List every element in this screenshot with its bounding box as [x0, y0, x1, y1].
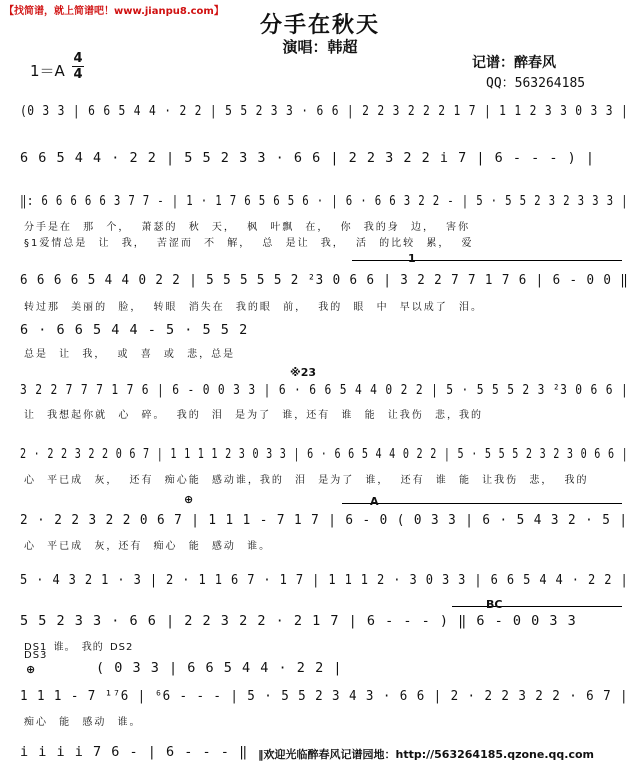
coda-mark-2: ⊕ — [26, 663, 36, 676]
volta-1-label: 1 — [408, 252, 416, 265]
transcriber-qq: QQ：563264185 — [486, 76, 586, 91]
score-line-11: ( 0 3 3 | 6 6 5 4 4 · 2 2 | — [96, 660, 342, 676]
coda-mark-1: ⊕ — [184, 493, 194, 506]
lyric-line-7: 心 平已成 灰， 还有 痴心能 感动谁，我的 泪 是为了 谁， 还有 谁 能 让我伤 悲， 我的 — [24, 475, 589, 486]
score-line-6: 3 2 2 7 7 7 1 7 6 | 6 - 0 0 3 3 | 6 · 6 6 5 4 4 0 2 2 | 5 · 5 5 5 2 3 ²3 0 6 6 | — [20, 382, 629, 398]
volta-a-label: A — [370, 495, 379, 508]
volta-a-bracket — [342, 503, 622, 504]
score-line-5: 6 · 6 6 5 4 4 - 5 · 5 5 2 — [20, 322, 248, 338]
volta-bc-bracket — [452, 606, 622, 607]
lyric-line-12: 痴心 能 感动 谁。 — [24, 717, 142, 728]
lyric-line-3a: 分手是在 那 个， 萧瑟的 秋 天， 枫 叶飘 在， 你 我的身 边， 害你 — [24, 222, 471, 233]
score-line-8: 2 · 2 2 3 2 2 0 6 7 | 1 1 1 - 7 1 7 | 6 - 0 ( 0 3 3 | 6 · 5 4 3 2 · 5 | — [20, 512, 628, 528]
singer-label: 演唱：韩超 — [282, 38, 358, 56]
volta-1-bracket — [352, 260, 622, 261]
score-line-12: 1 1 1 - 7 ¹⁷6 | ⁶6 - - - | 5 · 5 5 2 3 4 3 · 6 6 | 2 · 2 2 3 2 2 · 6 7 | — [20, 688, 629, 704]
score-line-13: i i i i 7 6 - | 6 - - - ‖ — [20, 744, 248, 760]
transcriber-credit: 记谱：醉春风 — [472, 55, 556, 71]
song-title: 分手在秋天 — [259, 13, 380, 38]
lyric-line-10a: DS1 谁。 我的 DS2 — [24, 642, 134, 653]
footer-website: ‖欢迎光临醉春风记谱园地：http://563264185.qzone.qq.com — [258, 748, 594, 761]
score-line-7: 2 · 2 2 3 2 2 0 6 7 | 1 1 1 1 2 3 0 3 3 | 6 · 6 6 5 4 4 0 2 2 | 5 · 5 5 5 2 3 2 3 0 6 6 | — [20, 446, 629, 462]
score-line-4: 6 6 6 6 5 4 4 0 2 2 | 5 5 5 5 5 2 ²3 0 6 6 | 3 2 2 7 7 1 7 6 | 6 - 0 0 ‖ — [20, 272, 629, 288]
lyric-line-6: 让 我想起你就 心 碎。 我的 泪 是为了 谁，还有 谁 能 让我伤 悲，我的 — [24, 410, 483, 421]
lyric-line-5: 总是 让 我， 或 喜 或 悲，总是 — [24, 349, 236, 360]
site-banner: 【找简谱，就上简谱吧！www.jianpu8.com】 — [4, 6, 224, 17]
score-line-3: ‖: 6 6 6 6 6 3 7 7 - | 1 · 1 7 6 5 6 5 6 · | 6 · 6 6 3 2 2 - | 5 · 5 5 2 3 2 3 3 3 | — [20, 193, 628, 209]
lyric-line-3b: §1爱情总是 让 我， 苦涩而 不 解， 总 是让 我， 活 的比较 累， 爱 — [24, 238, 474, 249]
lyric-line-4: 转过那 美丽的 脸， 转眼 消失在 我的眼 前， 我的 眼 中 早以成了 泪。 — [24, 302, 483, 313]
time-sig-top: 4 — [73, 51, 83, 66]
time-signature — [72, 52, 84, 81]
key-signature: 1＝A — [30, 62, 65, 80]
time-sig-bottom: 4 — [73, 67, 83, 82]
lyric-line-8: 心 平已成 灰，还有 痴心 能 感动 谁。 — [24, 541, 272, 552]
segno-mark: ※23 — [290, 366, 317, 379]
score-line-9: 5 · 4 3 2 1 · 3 | 2 · 1 1 6 7 · 1 7 | 1 1 1 2 · 3 0 3 3 | 6 6 5 4 4 · 2 2 | — [20, 572, 629, 588]
score-line-1: (0 3 3 | 6 6 5 4 4 · 2 2 | 5 5 2 3 3 · 6 6 | 2 2 3 2 2 2 1 7 | 1 1 2 3 3 0 3 3 | — [20, 103, 629, 119]
score-line-2: 6 6 5 4 4 · 2 2 | 5 5 2 3 3 · 6 6 | 2 2 3 2 2 i 7 | 6 - - - ) | — [20, 150, 595, 166]
volta-bc-label: BC — [486, 598, 503, 611]
score-line-10: 5 5 2 3 3 · 6 6 | 2 2 3 2 2 · 2 1 7 | 6 - - - ) ‖ 6 - 0 0 3 3 — [20, 613, 577, 629]
lyric-line-10b: DS3 — [24, 650, 48, 661]
